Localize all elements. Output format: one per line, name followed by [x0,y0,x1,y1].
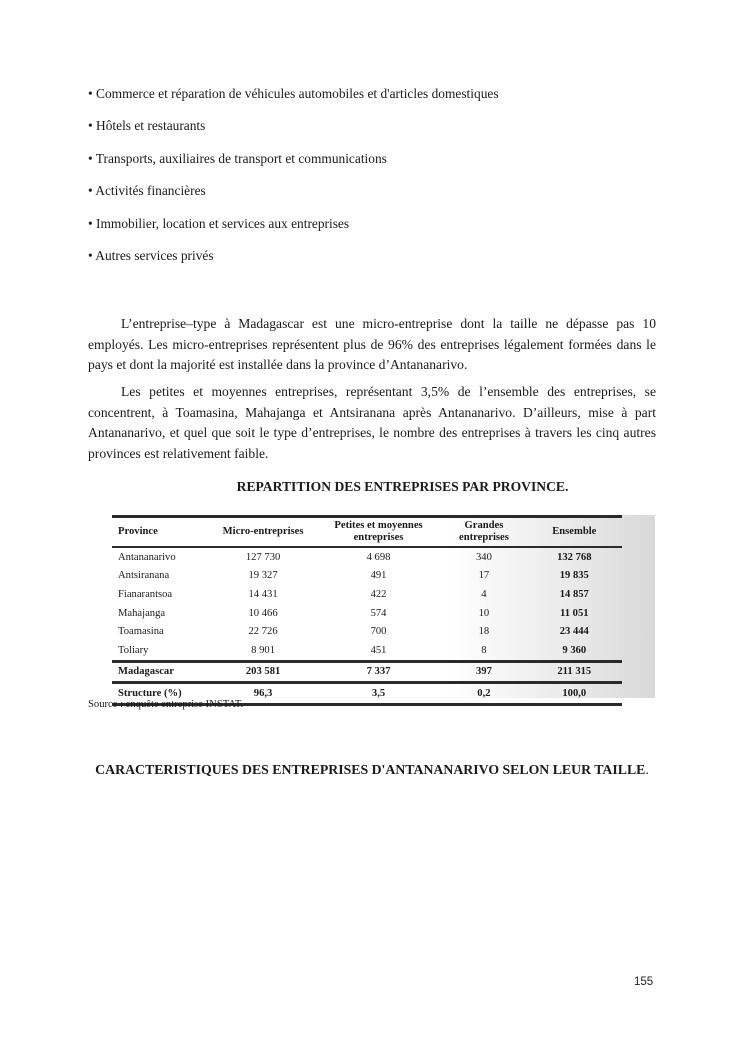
cell-structure-micro: 96,3 [253,687,273,699]
table-row [112,547,622,567]
cell-grandes: 18 [478,626,490,638]
cell-micro: 19 327 [248,570,278,582]
cell-ensemble: 132 768 [557,551,592,563]
cell-grandes: 17 [478,570,490,582]
cell-pme: 451 [370,644,387,656]
cell-ensemble: 9 360 [562,644,587,656]
cell-total-pme: 7 337 [366,666,391,678]
cell-structure-ensemble: 100,0 [562,687,587,699]
header-province: Province [118,526,158,537]
header-grandes: Grandes entreprises [459,520,509,543]
paragraph-entreprise-type: L’entreprise–type à Madagascar est une micro-entreprise dont la taille ne dépasse pas 10 employés. Les micro-entreprises représentent plus de 96% des entreprises légalement formées dans le pays et dont la majorité est installée dans la province d’Antananarivo. [88,316,656,373]
cell-total-micro: 203 581 [245,666,281,678]
cell-micro: 127 730 [245,551,281,563]
cell-ensemble: 14 857 [559,588,589,600]
bullet-item: • Immobilier, location et services aux entreprises [88,215,350,231]
bullet-item: • Commerce et réparation de véhicules automobiles et d'articles domestiques [88,86,499,101]
table-row [112,604,622,623]
paragraph-pme: Les petites et moyennes entreprises, représentant 3,5% de l’ensemble des entreprises, se concentrent, à Toamasina, Mahajanga et Antsiranana après Antananarivo. D’ailleurs, mise à part Antananarivo, et quel que soit le type d’entreprises, le nombre des entreprises à travers les cinq autres provinces est relativement faible. [88,384,656,461]
cell-micro: 10 466 [248,607,278,619]
table-title: REPARTITION DES ENTREPRISES PAR PROVINCE. [236,479,569,494]
cell-pme: 574 [370,607,387,619]
cell-grandes: 8 [481,644,487,656]
table-row [112,641,622,661]
cell-total-grandes: 397 [475,666,492,678]
cell-structure-grandes: 0,2 [477,687,491,699]
cell-pme: 422 [370,588,387,600]
cell-pme: 700 [370,626,387,638]
cell-grandes: 10 [478,607,490,619]
cell-micro: 22 726 [248,626,278,638]
table-row [112,567,622,586]
bullet-item: • Transports, auxiliaires de transport et communications [88,150,387,166]
cell-grandes: 4 [481,588,487,600]
cell-structure-pme: 3,5 [371,687,386,699]
table-figure [110,515,655,698]
cell-province: Fianarantsoa [118,588,173,600]
cell-ensemble: 11 051 [560,607,589,619]
province-table [112,515,622,706]
table-row [112,622,622,641]
table-header-row [112,517,622,548]
section-title-period: . [645,762,649,777]
cell-micro: 8 901 [251,644,275,656]
cell-ensemble: 23 444 [559,626,589,638]
cell-grandes: 340 [475,551,492,563]
cell-province: Antsiranana [118,570,170,582]
cell-pme: 491 [370,570,387,582]
table-total-row [112,661,622,683]
header-pme: Petites et moyennes entreprises [334,520,423,543]
cell-province: Toliary [118,644,149,656]
header-micro: Micro-entreprises [222,526,304,537]
cell-total-label: Madagascar [118,666,174,678]
cell-ensemble: 19 835 [559,570,589,582]
table-source: Source : enquête entreprise INSTAT. [88,699,244,710]
bullet-item: • Activités financières [88,183,206,199]
section-title [88,761,656,778]
bullet-list [88,86,688,280]
cell-structure-label: Structure (%) [118,687,182,699]
cell-province: Antananarivo [118,551,176,563]
header-ensemble: Ensemble [552,526,597,537]
cell-total-ensemble: 211 315 [557,666,592,678]
cell-province: Toamasina [118,626,164,638]
cell-province: Mahajanga [118,607,166,619]
cell-micro: 14 431 [248,588,278,600]
bullet-item: • Autres services privés [88,247,214,263]
page-number: 155 [634,976,654,988]
table-row [112,585,622,604]
bullet-item: • Hôtels et restaurants [88,118,206,134]
cell-pme: 4 698 [366,551,391,563]
section-title-text: CARACTERISTIQUES DES ENTREPRISES D'ANTANANARIVO SELON LEUR TAILLE [95,762,646,777]
